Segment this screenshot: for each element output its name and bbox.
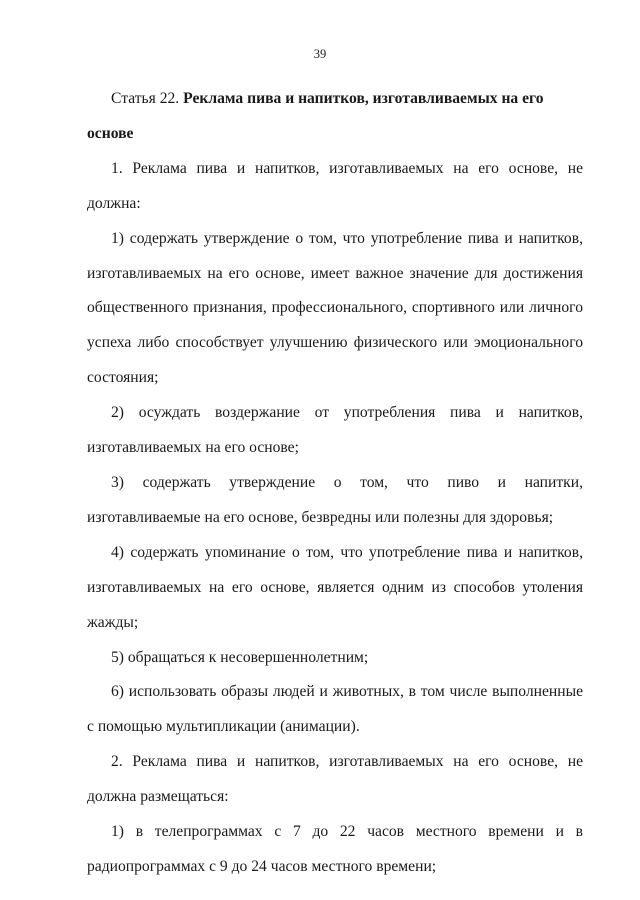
paragraph-1-item-4: 4) содержать упоминание о том, что употребление пива и напитков, изготавливаемых на его основе, является одним из способов утоления жажды;	[87, 543, 583, 631]
page-number: 39	[313, 47, 327, 61]
paragraph-2: 2. Реклама пива и напитков, изготавливаемых на его основе, не должна размещаться:	[87, 753, 583, 806]
article-label: Статья 22.	[111, 90, 180, 107]
article-heading	[87, 82, 583, 152]
document-body	[87, 82, 583, 885]
paragraph-1-item-5: 5) обращаться к несовершеннолетним;	[111, 648, 369, 666]
paragraph-1-item-2: 2) осуждать воздержание от употребления пива и напитков, изготавливаемых на его основе;	[87, 404, 583, 457]
paragraph-1-item-6: 6) использовать образы людей и животных, в том числе выполненные с помощью мультипликации (анимации).	[87, 683, 583, 736]
article-title: Реклама пива и напитков, изготавливаемых на его основе	[87, 90, 544, 142]
paragraph-1-item-3: 3) содержать утверждение о том, что пиво и напитки, изготавливаемые на его основе, безвредны или полезны для здоровья;	[87, 473, 583, 526]
paragraph-1: 1. Реклама пива и напитков, изготавливаемых на его основе, не должна:	[87, 159, 583, 212]
paragraph-1-item-1: 1) содержать утверждение о том, что употребление пива и напитков, изготавливаемых на его основе, имеет важное значение для достижения общественного признания, профессионального, спортивного или личного успеха либо способствует улучшению физического или эмоционального состояния;	[87, 229, 583, 387]
paragraph-2-item-1: 1) в телепрограммах с 7 до 22 часов местного времени и в радиопрограммах с 9 до 24 часов местного времени;	[87, 823, 583, 875]
